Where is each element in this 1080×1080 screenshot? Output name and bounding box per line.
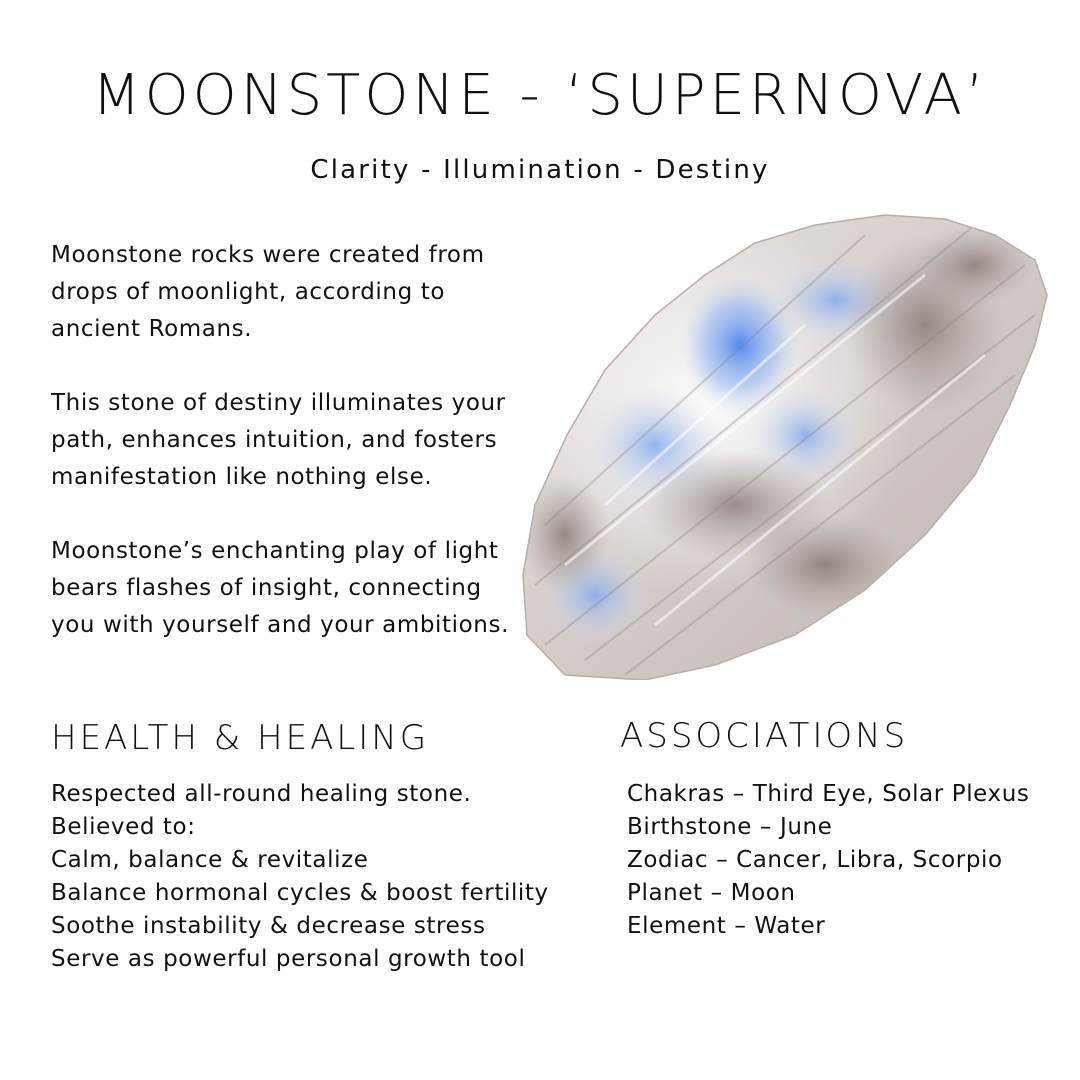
list-item: Calm, balance & revitalize (51, 847, 369, 873)
health-healing-heading: HEALTH & HEALING (51, 718, 430, 758)
list-item: Soothe instability & decrease stress (51, 913, 486, 939)
associations-list (627, 778, 1057, 943)
list-item: Zodiac – Cancer, Libra, Scorpio (627, 847, 1003, 873)
list-item: Balance hormonal cycles & boost fertility (51, 880, 549, 906)
page-title: MOONSTONE - ‘SUPERNOVA’ (92, 63, 988, 128)
list-item: Planet – Moon (627, 880, 796, 906)
associations-heading: ASSOCIATIONS (620, 716, 909, 756)
subtitle: Clarity - Illumination - Destiny (310, 155, 770, 185)
intro-text (51, 237, 521, 681)
moonstone-image (505, 205, 1050, 680)
health-healing-list (51, 778, 571, 976)
intro-paragraph: Moonstone rocks were created from drops of moonlight, according to ancient Romans. (51, 242, 485, 342)
list-item: Chakras – Third Eye, Solar Plexus (627, 781, 1030, 807)
list-item: Element – Water (627, 913, 826, 939)
list-item: Respected all-round healing stone. (51, 781, 472, 807)
list-item: Believed to: (51, 814, 196, 840)
intro-paragraph: Moonstone’s enchanting play of light bears flashes of insight, connecting you with yourself and your ambitions. (51, 538, 509, 638)
list-item: Birthstone – June (627, 814, 833, 840)
intro-paragraph: This stone of destiny illuminates your path, enhances intuition, and fosters manifestation like nothing else. (51, 390, 506, 490)
list-item: Serve as powerful personal growth tool (51, 946, 526, 972)
